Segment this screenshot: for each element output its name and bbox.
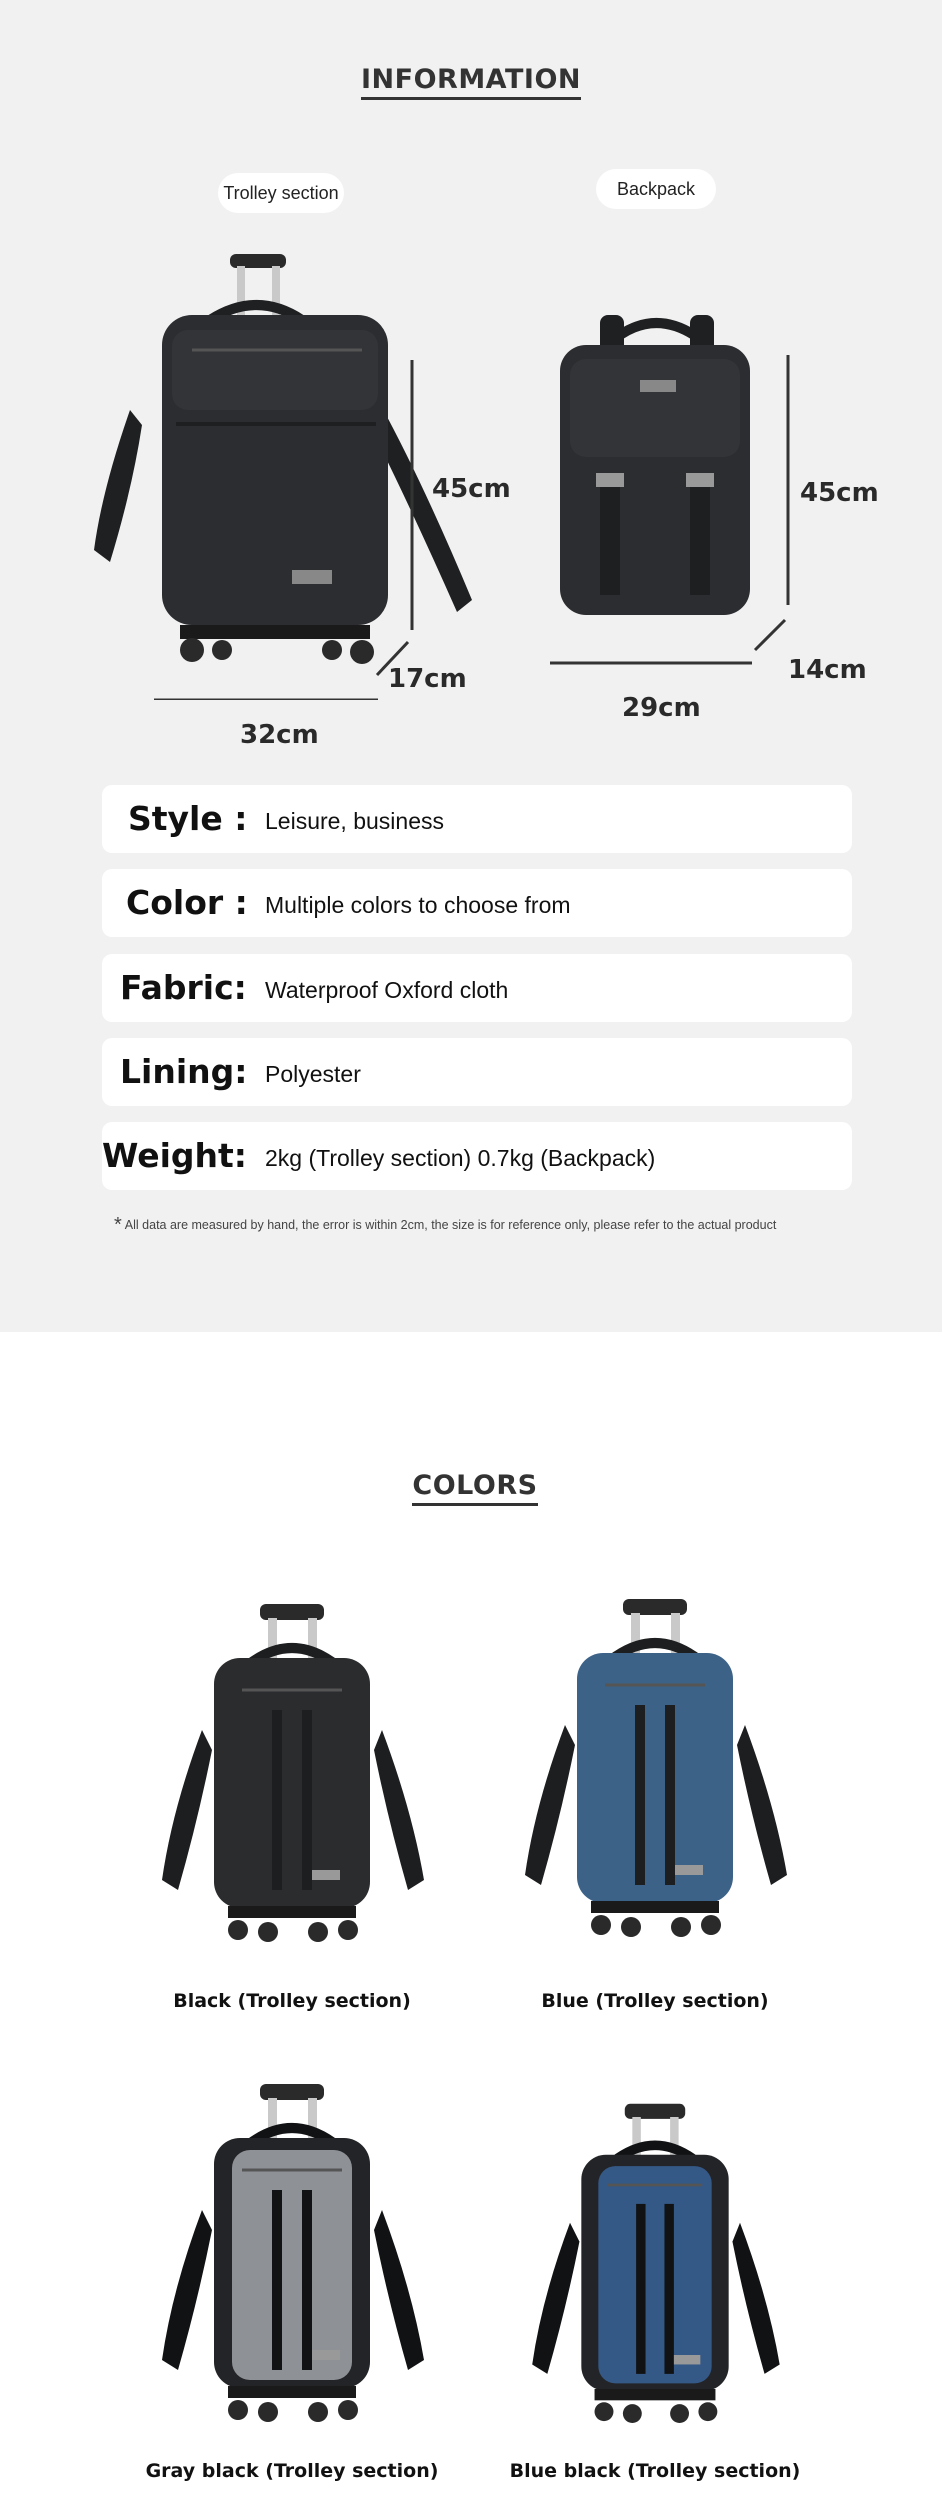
gray-black-trolley-bag-image bbox=[132, 2080, 452, 2440]
footnote-asterisk: * bbox=[114, 1214, 122, 1236]
spec-row-color bbox=[102, 869, 852, 937]
spec-row-lining bbox=[102, 1038, 852, 1106]
backpack-image bbox=[540, 305, 840, 675]
spec-row-fabric bbox=[102, 954, 852, 1022]
spec-key: Color : bbox=[126, 883, 248, 922]
front-panel bbox=[232, 1670, 352, 1900]
measurement-footnote bbox=[114, 1214, 776, 1237]
trolley-width-label: 32cm bbox=[240, 720, 319, 750]
wheel bbox=[228, 2400, 248, 2420]
webbing-strap bbox=[664, 2204, 673, 2374]
trolley-height-label: 45cm bbox=[432, 474, 511, 504]
webbing-strap bbox=[272, 2190, 282, 2370]
wheel bbox=[258, 1922, 278, 1942]
wheel bbox=[258, 2402, 278, 2422]
trolley-depth-label: 17cm bbox=[388, 664, 467, 694]
shoulder-strap bbox=[732, 2223, 779, 2374]
webbing-strap bbox=[302, 2190, 312, 2370]
wheel-base bbox=[228, 1906, 356, 1918]
handle-grip bbox=[260, 2084, 324, 2100]
backpack-label: Backpack bbox=[596, 169, 716, 209]
blue-black-trolley-bag-image bbox=[495, 2100, 815, 2440]
shoulder-strap bbox=[532, 2223, 579, 2374]
backpack-depth-label: 14cm bbox=[788, 655, 867, 685]
shoulder-strap bbox=[162, 2210, 212, 2370]
shoulder-strap bbox=[162, 1730, 212, 1890]
wheel bbox=[308, 1922, 328, 1942]
front-panel bbox=[595, 1665, 715, 1895]
wheel bbox=[701, 1915, 721, 1935]
colors-heading: COLORS bbox=[0, 1470, 950, 1506]
spec-key: Weight: bbox=[102, 1136, 248, 1175]
wheel bbox=[698, 2402, 717, 2421]
wheel bbox=[591, 1915, 611, 1935]
spec-row-weight bbox=[102, 1122, 852, 1190]
brand-tag bbox=[312, 2350, 340, 2360]
brand-tag bbox=[312, 1870, 340, 1880]
spec-value: Multiple colors to choose from bbox=[265, 892, 571, 918]
wheel bbox=[671, 1917, 691, 1937]
spec-value: Polyester bbox=[265, 1061, 361, 1087]
handle-grip bbox=[625, 2104, 685, 2119]
color-option-black[interactable] bbox=[112, 1600, 472, 2020]
webbing-strap bbox=[665, 1705, 675, 1885]
spec-row-style bbox=[102, 785, 852, 853]
webbing-strap bbox=[635, 1705, 645, 1885]
wheel bbox=[621, 1917, 641, 1937]
blue-trolley-bag-image bbox=[495, 1595, 815, 1955]
front-panel bbox=[232, 2150, 352, 2380]
wheel-base bbox=[595, 2389, 716, 2400]
shoulder-strap bbox=[374, 1730, 424, 1890]
color-label: Blue black (Trolley section) bbox=[509, 2460, 801, 2482]
trolley-section-label: Trolley section bbox=[218, 173, 344, 213]
spec-value: Leisure, business bbox=[265, 808, 444, 834]
spec-value: Waterproof Oxford cloth bbox=[265, 977, 509, 1003]
spec-value: 2kg (Trolley section) 0.7kg (Backpack) bbox=[265, 1145, 656, 1171]
wheel-base bbox=[228, 2386, 356, 2398]
brand-tag bbox=[675, 1865, 703, 1875]
shoulder-strap bbox=[737, 1725, 787, 1885]
handle-grip bbox=[260, 1604, 324, 1620]
spec-key: Lining: bbox=[120, 1052, 248, 1091]
spec-key: Fabric: bbox=[120, 968, 247, 1007]
wheel bbox=[670, 2404, 689, 2423]
backpack-width-label: 29cm bbox=[622, 693, 701, 723]
information-heading: INFORMATION bbox=[0, 64, 942, 100]
webbing-strap bbox=[302, 1710, 312, 1890]
webbing-strap bbox=[272, 1710, 282, 1890]
wheel bbox=[338, 1920, 358, 1940]
wheel-base bbox=[591, 1901, 719, 1913]
black-trolley-bag-image bbox=[132, 1600, 452, 1960]
wheel bbox=[623, 2404, 642, 2423]
footnote-text: All data are measured by hand, the error is within 2cm, the size is for reference only, please refer to the actual product bbox=[124, 1218, 777, 1232]
brand-tag bbox=[674, 2355, 700, 2364]
wheel bbox=[595, 2402, 614, 2421]
color-label: Blue (Trolley section) bbox=[541, 1990, 769, 2012]
wheel bbox=[308, 2402, 328, 2422]
shoulder-strap bbox=[374, 2210, 424, 2370]
spec-key: Style : bbox=[128, 799, 248, 838]
handle-grip bbox=[623, 1599, 687, 1615]
wheel bbox=[228, 1920, 248, 1940]
color-label: Black (Trolley section) bbox=[173, 1990, 411, 2012]
color-option-blue[interactable] bbox=[475, 1595, 835, 2020]
color-option-blue-black[interactable] bbox=[475, 2100, 835, 2490]
color-label: Gray black (Trolley section) bbox=[145, 2460, 439, 2482]
front-panel bbox=[598, 2166, 711, 2383]
wheel bbox=[338, 2400, 358, 2420]
webbing-strap bbox=[636, 2204, 645, 2374]
shoulder-strap bbox=[525, 1725, 575, 1885]
color-option-gray-black[interactable] bbox=[112, 2080, 472, 2490]
backpack-height-label: 45cm bbox=[800, 478, 879, 508]
